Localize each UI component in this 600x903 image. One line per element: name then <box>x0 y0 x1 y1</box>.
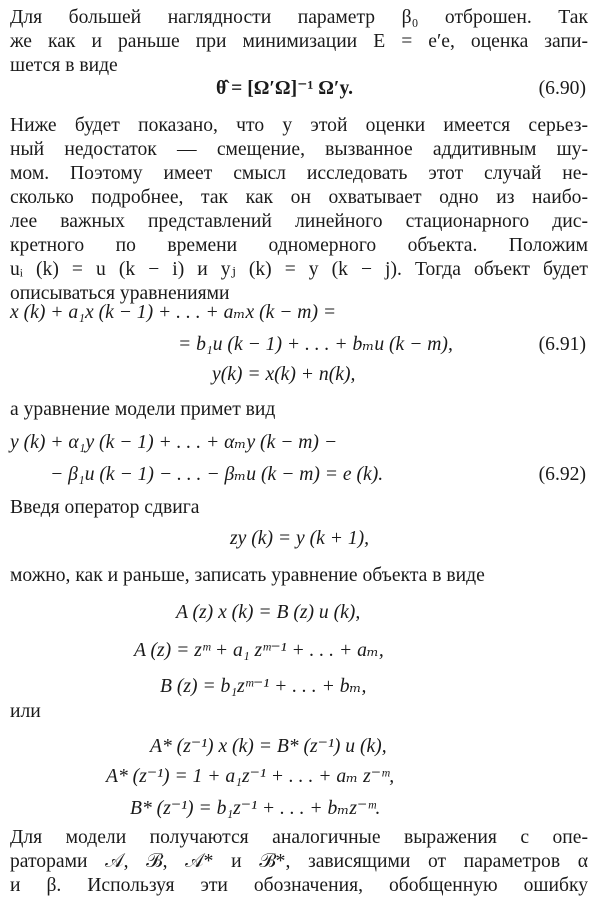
equation-number: (6.91) <box>538 334 586 355</box>
equation-number: (6.92) <box>538 464 586 485</box>
text-word-or: или <box>10 701 41 722</box>
text-line: же как и раньше при минимизации E = e′e, оценка запи- <box>10 31 588 52</box>
equation-zinv-1: A* (z⁻¹) x (k) = B* (z⁻¹) u (k), <box>150 736 387 757</box>
text-line: раторами 𝒜, ℬ, 𝒜* и ℬ*, зависящими от параметров α <box>10 851 588 872</box>
text-line: сколько подробнее, так как он охватывает одно из наибо- <box>10 187 588 208</box>
text-line: Введя оператор сдвига <box>10 497 200 518</box>
equation-6-91-line3: y(k) = x(k) + n(k), <box>212 364 356 385</box>
text-line: можно, как и раньше, записать уравнение объекта в виде <box>10 565 485 586</box>
equation-6-92-line2: − β₁u (k − 1) − . . . − βₘu (k − m) = e (k). <box>50 464 384 485</box>
text-line: описываться уравнениями <box>10 283 230 304</box>
equation-6-92-line1: y (k) + α₁y (k − 1) + . . . + αₘy (k − m) − <box>10 432 338 453</box>
equation-6-91-line1: x (k) + a₁x (k − 1) + . . . + aₘx (k − m) = <box>10 302 337 323</box>
equation-zinv-2: A* (z⁻¹) = 1 + a₁z⁻¹ + . . . + aₘ z⁻ᵐ, <box>106 766 395 787</box>
equation-z-3: B (z) = b₁zᵐ⁻¹ + . . . + bₘ, <box>160 676 367 697</box>
text-line: шется в виде <box>10 55 118 76</box>
text-line: Для большей наглядности параметр β₀ отброшен. Так <box>10 7 588 28</box>
equation-z-1: A (z) x (k) = B (z) u (k), <box>176 602 361 623</box>
equation-shift-operator: zy (k) = y (k + 1), <box>230 528 370 549</box>
text-line: Ниже будет показано, что у этой оценки имеется серьез- <box>10 115 588 136</box>
equation-6-90: θ̂ = [Ω′Ω]⁻¹ Ω′y. <box>216 78 354 99</box>
equation-number: (6.90) <box>538 78 586 99</box>
equation-6-91-line2: = b₁u (k − 1) + . . . + bₘu (k − m), <box>178 334 453 355</box>
text-line: мом. Поэтому имеет смысл исследовать этот случай не- <box>10 163 588 184</box>
text-line: ный недостаток — смещение, вызванное аддитивным шу- <box>10 139 588 160</box>
text-line: а уравнение модели примет вид <box>10 399 276 420</box>
equation-z-2: A (z) = zᵐ + a₁ zᵐ⁻¹ + . . . + aₘ, <box>134 640 384 661</box>
text-line: uᵢ (k) = u (k − i) и yⱼ (k) = y (k − j). Тогда объект будет <box>10 259 588 280</box>
text-line: Для модели получаются аналогичные выражения с опе- <box>10 827 588 848</box>
equation-zinv-3: B* (z⁻¹) = b₁z⁻¹ + . . . + bₘz⁻ᵐ. <box>130 798 381 819</box>
text-line: и β. Используя эти обозначения, обобщенную ошибку <box>10 875 588 896</box>
text-line: кретного по времени одномерного объекта. Положим <box>10 235 588 256</box>
text-line: лее важных представлений линейного стационарного дис- <box>10 211 588 232</box>
